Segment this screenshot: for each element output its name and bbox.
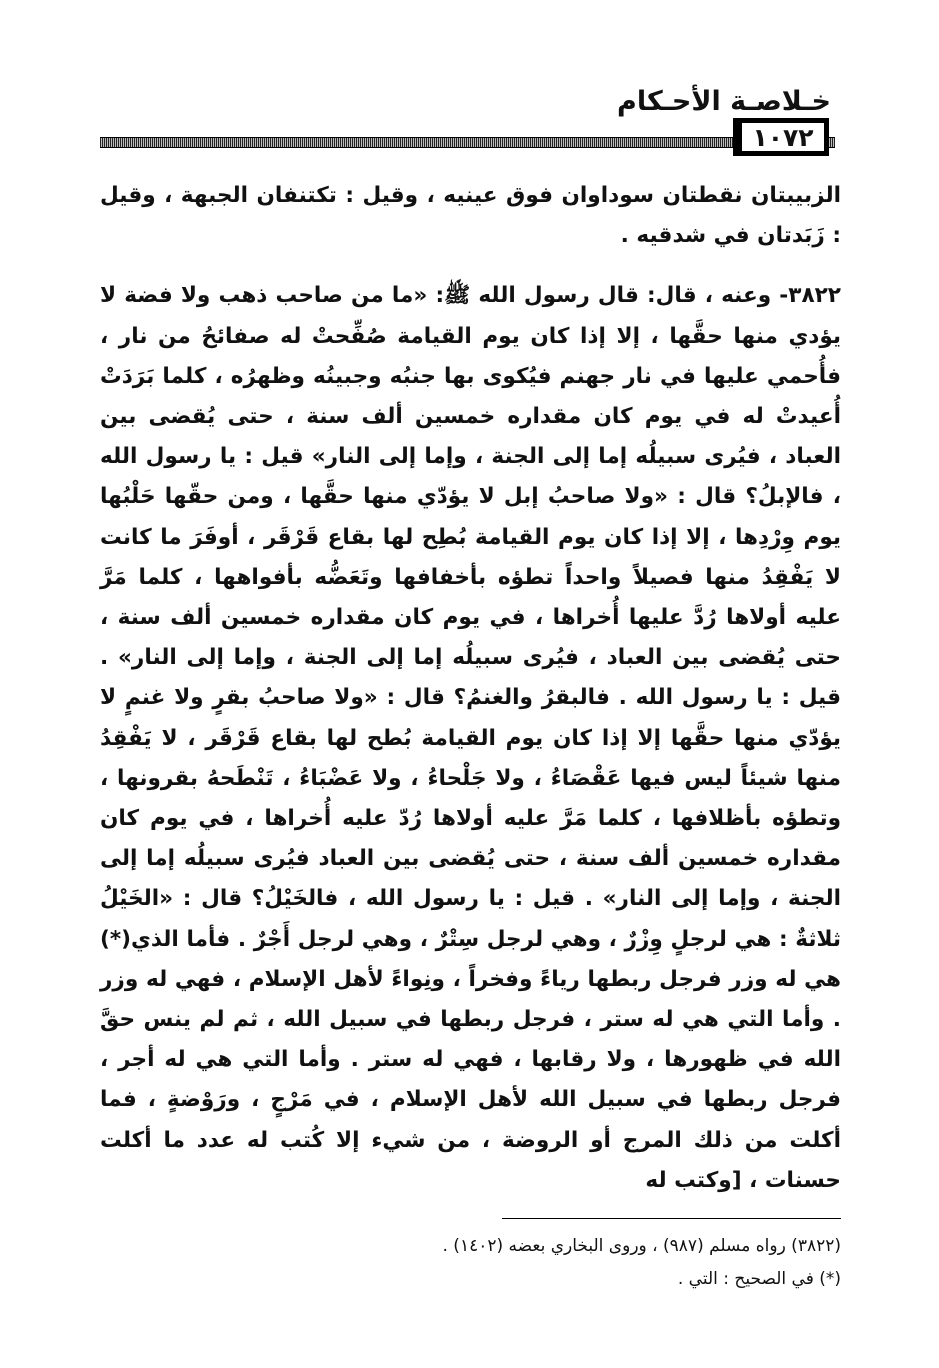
hadith-paragraph — [100, 276, 841, 1201]
main-text — [100, 176, 841, 1201]
footnote-variant: (*) في الصحيح : التي . — [677, 1269, 841, 1289]
footnote-source: (٣٨٢٢) رواه مسلم (٩٨٧) ، وروى البخاري بعضه (١٤٠٢) . — [442, 1236, 841, 1256]
continuation-paragraph: الزبيبتان نقطتان سوداوان فوق عينيه ، وقيل : تكتنفان الجبهة ، وقيل : زَبَدتان في شدقيه . — [100, 183, 841, 249]
header-rule — [100, 137, 835, 148]
hadith-number: ٣٨٢٢- — [779, 283, 841, 309]
footnote-separator — [502, 1218, 841, 1219]
footnotes — [241, 1230, 841, 1296]
page-number: ١٠٧٢ — [733, 118, 829, 156]
hadith-text: وعنه ، قال: قال رسول الله ﷺ: «ما من صاحب ذهب ولا فضة لا يؤدي منها حقَّها ، إلا إذا كان يوم القيامة صُفِّحتْ له صفائحُ من نار ، فأُحمي عليها في نار جهنم فيُكوى بها جنبُه وجبينُه وظهرُه ، كلما بَرَدَتْ أُعيدتْ له في يوم كان مقداره خمسين ألف سنة ، حتى يُقضى بين العباد ، فيُرى سبيلُه إما إلى الجنة ، وإما إلى النار» قيل : يا رسول الله ، فالإبلُ؟ قال : «ولا صاحبُ إبل لا يؤدّي منها حقَّها ، ومن حقّها حَلْبُها يوم وِرْدِها ، إلا إذا كان يوم القيامة بُطِح لها بقاع قَرْقَر ، أوفَرَ ما كانت لا يَفْقِدُ منها فصيلاً واحداً تطؤه بأخفافها وتَعَضُّه بأفواهها ، كلما مَرَّ عليه أولاها رُدَّ عليها أُخراها ، في يوم كان مقداره خمسين ألف سنة ، حتى يُقضى بين العباد ، فيُرى سبيلُه إما إلى الجنة ، وإما إلى النار» . قيل : يا رسول الله . فالبقرُ والغنمُ؟ قال : «ولا صاحبُ بقرٍ ولا غنمٍ لا يؤدّي منها حقَّها إلا إذا كان يوم القيامة بُطح لها بقاع قَرْقَر ، لا يَفْقِدُ منها شيئاً ليس فيها عَقْصَاءُ ، ولا جَلْحاءُ ، ولا عَضْبَاءُ ، تَنْطَحهُ بقرونها ، وتطؤه بأظلافها ، كلما مَرَّ عليه أولاها رُدّ عليه أُخراها ، في يوم كان مقداره خمسين ألف سنة ، حتى يُقضى بين العباد فيُرى سبيلُه إما إلى الجنة ، وإما إلى النار» . قيل : يا رسول الله ، فالخَيْلُ؟ قال : «الخَيْلُ ثلاثةٌ : هي لرجلٍ وِزْرٌ ، وهي لرجل سِتْرٌ ، وهي لرجل أَجْرٌ . فأما الذي(*) هي له وزر فرجل ربطها رياءً وفخراً ، ونِواءً لأهل الإسلام ، فهي له وزر . وأما التي هي له ستر ، فرجل ربطها في سبيل الله ، ثم لم ينس حقَّ الله في ظهورها ، ولا رقابها ، فهي له ستر . وأما التي هي له أجر ، فرجل ربطها في سبيل الله لأهل الإسلام ، في مَرْجٍ ، ورَوْضةٍ ، فما أكلت من ذلك المرج أو الروضة ، من شيء إلا كُتب له عدد ما أكلت حسنات ، [وكتب له — [100, 283, 841, 1193]
running-header-title: خـلاصـة الأحـكام — [617, 86, 831, 117]
